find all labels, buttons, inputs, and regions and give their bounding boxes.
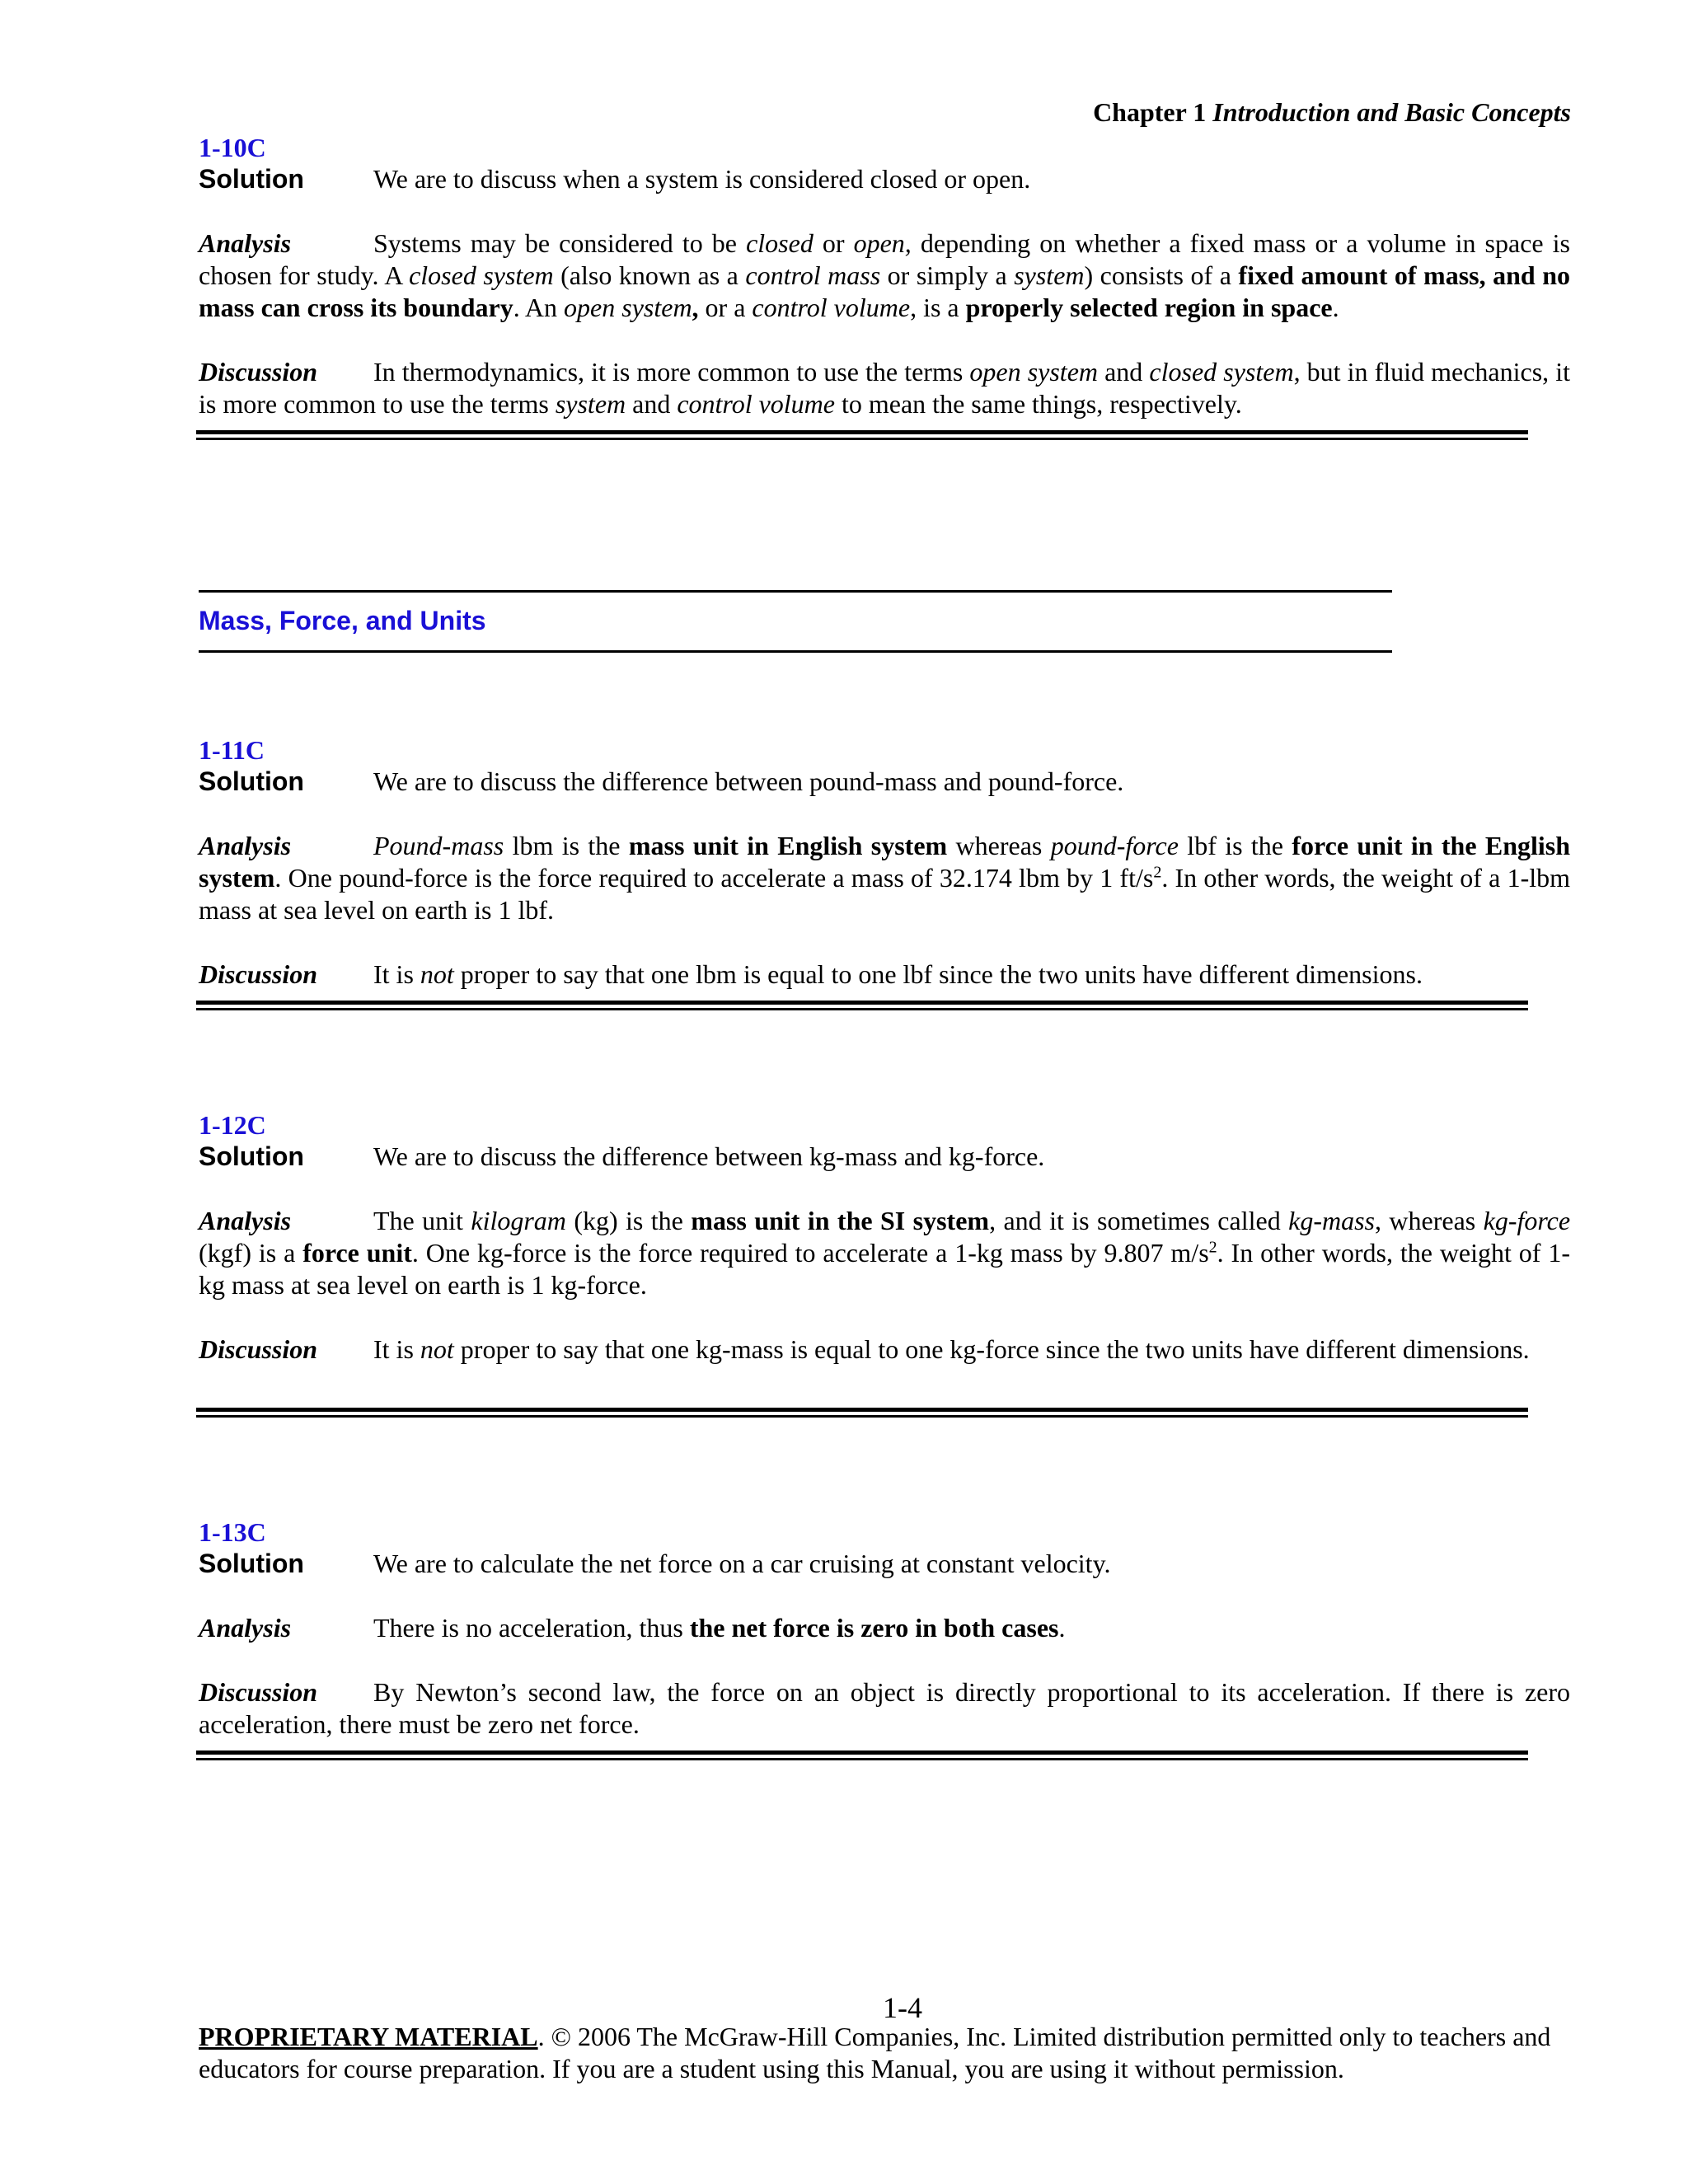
chapter-number: Chapter 1 [1093, 97, 1207, 127]
discussion-paragraph: Discussion In thermodynamics, it is more common to use the terms open system and closed system, but in fluid mechanics, it is more common to use the terms system and control volume to mean the same things, respectively. [199, 357, 1571, 419]
solution-text: We are to discuss the difference between kg-mass and kg-force. [373, 1141, 1045, 1171]
solution-row [199, 766, 1570, 798]
analysis-label: Analysis [199, 831, 292, 860]
chapter-header [1093, 97, 1571, 128]
discussion-paragraph: Discussion It is not proper to say that one kg-mass is equal to one kg-force since the two units have different dimensions. [199, 1334, 1530, 1364]
problem-id: 1-13C [199, 1517, 266, 1547]
discussion-label: Discussion [199, 1677, 318, 1707]
solution-text: We are to discuss when a system is considered closed or open. [373, 164, 1031, 194]
problem-1-12c [199, 1109, 1570, 1366]
discussion-label: Discussion [199, 959, 318, 989]
discussion-label: Discussion [199, 1334, 318, 1364]
problem-divider [196, 1750, 1528, 1760]
solution-label: Solution [199, 766, 304, 796]
proprietary-label: PROPRIETARY MATERIAL [199, 2022, 538, 2051]
analysis-label: Analysis [199, 1206, 292, 1235]
page-number: 1-4 [883, 1991, 922, 2024]
analysis-paragraph: Analysis The unit kilogram (kg) is the mass unit in the SI system, and it is sometimes called kg-mass, whereas kg-force (kgf) is a force unit. One kg-force is the force required to accelerate a 1-kg mass by 9.807 $m/s^2$. In other words, the weight of 1-kg mass at sea level on earth is 1 kg-force. [199, 1206, 1571, 1300]
footer-text: . © 2006 The McGraw-Hill Companies, Inc. Limited distribution permitted only to teachers and educators for course preparation. If you are a student using this Manual, you are using it without permission. [199, 2022, 1551, 2083]
solution-text: We are to calculate the net force on a car cruising at constant velocity. [373, 1549, 1111, 1578]
solution-label: Solution [199, 1141, 304, 1171]
problem-1-13c [199, 1516, 1570, 1741]
problem-1-11c [199, 734, 1570, 991]
problem-divider [196, 1408, 1528, 1418]
solution-row [199, 1548, 1570, 1580]
problem-divider [196, 1001, 1528, 1010]
solution-row [199, 1141, 1570, 1173]
copyright-footer [199, 2021, 1583, 2085]
discussion-paragraph: Discussion By Newton’s second law, the force on an object is directly proportional to its acceleration. If there is zero acceleration, there must be zero net force. [199, 1677, 1570, 1739]
chapter-title: Introduction and Basic Concepts [1212, 97, 1571, 127]
solution-text: We are to discuss the difference between pound-mass and pound-force. [373, 766, 1124, 796]
analysis-paragraph: Analysis There is no acceleration, thus the net force is zero in both cases. [199, 1613, 1066, 1643]
problem-divider [196, 430, 1528, 440]
section-title: Mass, Force, and Units [199, 606, 486, 635]
section-rule-bottom [199, 650, 1392, 653]
problem-id: 1-11C [199, 735, 265, 765]
section-rule-top [199, 590, 1392, 593]
problem-id: 1-10C [199, 133, 266, 162]
problem-id: 1-12C [199, 1110, 266, 1140]
solution-label: Solution [199, 1549, 304, 1578]
discussion-label: Discussion [199, 357, 318, 387]
analysis-paragraph: Analysis Systems may be considered to be closed or open, depending on whether a fixed mass or a volume in space is chosen for study. A closed system (also known as a control mass or simply a system) consists of a fixed amount of mass, and no mass can cross its boundary. An open system, or a control volume, is a properly selected region in space. [199, 228, 1571, 322]
discussion-paragraph: Discussion It is not proper to say that one lbm is equal to one lbf since the two units have different dimensions. [199, 959, 1423, 989]
solution-row [199, 163, 1570, 195]
problem-1-10c [199, 132, 1570, 420]
analysis-paragraph: Analysis Pound-mass lbm is the mass unit in English system whereas pound-force lbf is the force unit in the English system. One pound-force is the force required to accelerate a mass of 32.174 lbm by 1 $ft/s^2$. In other words, the weight of a 1-lbm mass at sea level on earth is 1 lbf. [199, 831, 1571, 925]
analysis-label: Analysis [199, 1613, 292, 1643]
analysis-label: Analysis [199, 228, 292, 258]
solution-label: Solution [199, 164, 304, 194]
